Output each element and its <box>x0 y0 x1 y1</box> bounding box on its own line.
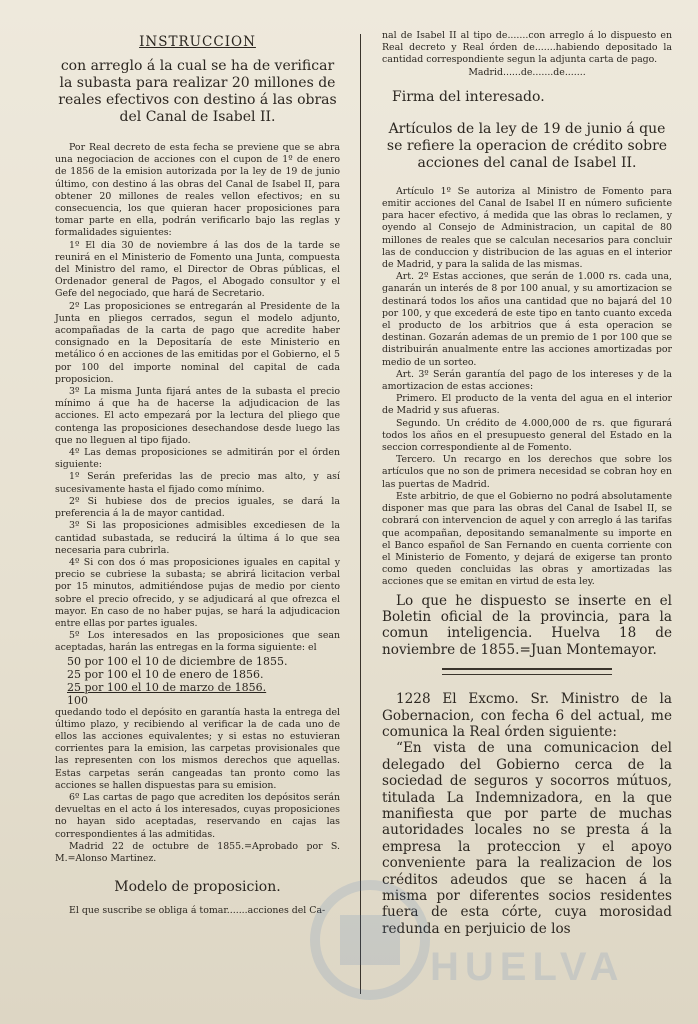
signature-line: Firma del interesado. <box>392 88 545 105</box>
schedule-row: 50 por 100 el 10 de diciembre de 1855. <box>67 654 288 668</box>
instruction-title: INSTRUCCION <box>139 34 256 50</box>
paragraph-intro: Por Real decreto de esta fecha se previene que se abra una negociacion de acciones con el cupon de 1º de enero de 1856 de la emision autorizada por la ley de 19 de junio último, con destino á las obras del Canal de Isabel II, para obtener 20 millones de reales vellon efectivos; en su consecuencia, los que quieran hacer proposiciones para tomar parte en ella, podrán verificarlo bajo las reglas y formalidades siguientes: <box>55 142 340 239</box>
right-column <box>382 30 672 937</box>
paragraph-rule-5: 5º Los interesados en las proposiciones que sean aceptadas, harán las entregas en la forma siguiente: el <box>55 630 340 654</box>
modelo-text: El que suscribe se obliga á tomar.......acciones del Ca- <box>69 905 326 917</box>
schedule-total: 100 <box>67 693 88 707</box>
paragraph-rule-4: 4º Las demas proposiciones se admitirán por el órden siguiente: <box>55 447 340 471</box>
paragraph-rule-3: 3º La misma Junta fijará antes de la subasta el precio mínimo á que ha de hacerse la adjudicacion de las acciones. El acto empezará por la lectura del pliego que contenga las proposiciones desechandose desde luego las que no lleguen al tipo fijado. <box>55 386 340 446</box>
arbitrio-paragraph: Este arbitrio, de que el Gobierno no podrá absolutamente disponer mas que para las obras del Canal de Isabel II, se cobrará con intervencion de aquel y con arreglo á las tarifas que acompañan, depositando semanalmente su importe en el Banco español de San Fernando en cuenta corriente con el Ministerio de Fomento, y dejará de exigerse tan pronto como queden concluidas las obras y amortizadas las acciones que se emitan en virtud de esta ley. <box>382 490 672 588</box>
watermark-text: HUELVA <box>430 945 625 989</box>
guarantee-second: Segundo. Un crédito de 4.000,000 de rs. que figurará todos los años en el presupuesto general del Estado en la seccion correspondiente al de Fomento. <box>382 417 672 454</box>
guarantee-third: Tercero. Un recargo en los derechos que sobre los artículos que no son de primera necesidad se cobran hoy en las puertas de Madrid. <box>382 454 672 490</box>
modelo-continuation: nal de Isabel II al tipo de.......con arreglo á lo dispuesto en Real decreto y Real órden de.......habiendo depositado la cantidad correspondiente segun la adjunta carta de pago. <box>382 30 672 66</box>
section-rule <box>442 668 612 675</box>
column-divider <box>360 34 361 994</box>
notice-1228: 1228 El Excmo. Sr. Ministro de la Gobernacion, con fecha 6 del actual, me comunica la Real órden siguiente: <box>382 691 672 740</box>
payment-schedule <box>55 655 340 707</box>
place-date: Madrid......de.......de....... <box>468 66 586 78</box>
paragraph-rule-1: 1º El dia 30 de noviembre á las dos de la tarde se reunirá en el Ministerio de Fomento una Junta, compuesta del Ministro del ramo, el Director de Obras públicas, el Ordenador general de Pagos, el Abogado consultor y el Gefe del negociado, que hará de Secretario. <box>55 239 340 300</box>
instruction-subtitle: con arreglo á la cual se ha de verificar la subasta para realizar 20 millones de reales efectivos con destino á las obras del Canal de Isabel II. <box>58 58 337 125</box>
article-1: Artículo 1º Se autoriza al Ministro de Fomento para emitir acciones del Canal de Isabel II en número suficiente para hacer efectivo, á medida que las obras lo reclamen, y oyendo al Consejo de Administracion, un capital de 80 millones de reales que se calculan necesarios para concluir las de conduccion y distribucion de las aguas en el interior de Madrid, y para la salida de las mismas. <box>382 185 672 271</box>
articles-heading: Artículos de la ley de 19 de junio á que se refiere la operacion de crédito sobre acciones del canal de Isabel II. <box>386 120 668 171</box>
paragraph-order-1: 1º Serán preferidas las de precio mas alto, y así sucesivamente hasta el fijado como mínimo. <box>55 471 340 495</box>
closing-paragraph: Lo que he dispuesto se inserte en el Boletin oficial de la provincia, para la comun inteligencia. Huelva 18 de noviembre de 1855.=Juan Montemayor. <box>382 592 672 658</box>
guarantee-first: Primero. El producto de la venta del agua en el interior de Madrid y sus afueras. <box>382 393 672 417</box>
article-3: Art. 3º Serán garantía del pago de los intereses y de la amortizacion de estas acciones: <box>382 368 672 393</box>
paragraph-rule-2: 2º Las proposiciones se entregarán al Presidente de la Junta en pliegos cerrados, segun el modelo adjunto, acompañadas de la carta de pago que acredite haber consignado en la Depositaría de este Ministerio en metálico ó en acciones de las emitidas por el Gobierno, el 5 por 100 del importe nominal del capital de cada proposicion. <box>55 300 340 385</box>
schedule-row: 25 por 100 el 10 de enero de 1856. <box>67 667 264 681</box>
left-column <box>55 30 340 917</box>
paragraph-order-4: 4º Si con dos ó mas proposiciones iguales en capital y precio se cubriese la subasta; se abrirá licitacion verbal por 15 minutos, admitiéndose pujas de medio por ciento sobre el precio ofrecido, y se adjudicará al que ofrezca el mayor. En caso de no haber pujas, se hará la adjudicacion entre ellas por partes iguales. <box>55 556 340 629</box>
modelo-title: Modelo de proposicion. <box>114 879 281 896</box>
article-2: Art. 2º Estas acciones, que serán de 1.000 rs. cada una, ganarán un interés de 8 por 100 anual, y su amortizacion se destinará todos los años una cantidad que no bajará del 10 por 100, y que excederá de este tipo en tanto cuanto exceda el producto de los arbitrios que á esta operacion se destinan. Gozarán ademas de un premio de 1 por 100 que se distribuirán anualmente entre las acciones amortizadas por medio de un sorteo. <box>382 271 672 368</box>
approval-signature: Madrid 22 de octubre de 1855.=Aprobado por S. M.=Alonso Martinez. <box>55 840 340 864</box>
schedule-row: 25 por 100 el 10 de marzo de 1856. <box>67 680 267 694</box>
paragraph-rule-6: 6º Las cartas de pago que acrediten los depósitos serán devueltas en el acto á los interesados, cuyas proposiciones no hayan sido aceptadas, reservando en cajas las correspondientes á las admitidas. <box>55 791 340 840</box>
royal-order-quote: “En vista de una comunicacion del delegado del Gobierno cerca de la sociedad de seguros y socorros mútuos, titulada La Indemnizadora, en la que manifiesta que por parte de muchas autoridades locales no se presta á la empresa la proteccion y el apoyo conveniente para la realizacion de los créditos adeudos que se hacen á la misma por diferentes socios residentes fuera de esta córte, cuya morosidad redunda en perjuicio de los <box>382 740 672 937</box>
paragraph-order-3: 3º Si las proposiciones admisibles excediesen de la cantidad subastada, se reducirá la última á lo que sea necesaria para cubrirla. <box>55 520 340 556</box>
paragraph-deposit: quedando todo el depósito en garantía hasta la entrega del último plazo, y recibiendo al verificar la de cada uno de ellos las acciones equivalentes; y si estas no estuvieran corrientes para la emision, las carpetas provisionales que las representen con los mismos derechos que aquellas. Estas carpetas serán cangeadas tan pronto como las acciones se hallen dispuestas para su emision. <box>55 706 340 791</box>
paragraph-order-2: 2º Si hubiese dos de precios iguales, se dará la preferencia á la de mayor cantidad. <box>55 495 340 520</box>
